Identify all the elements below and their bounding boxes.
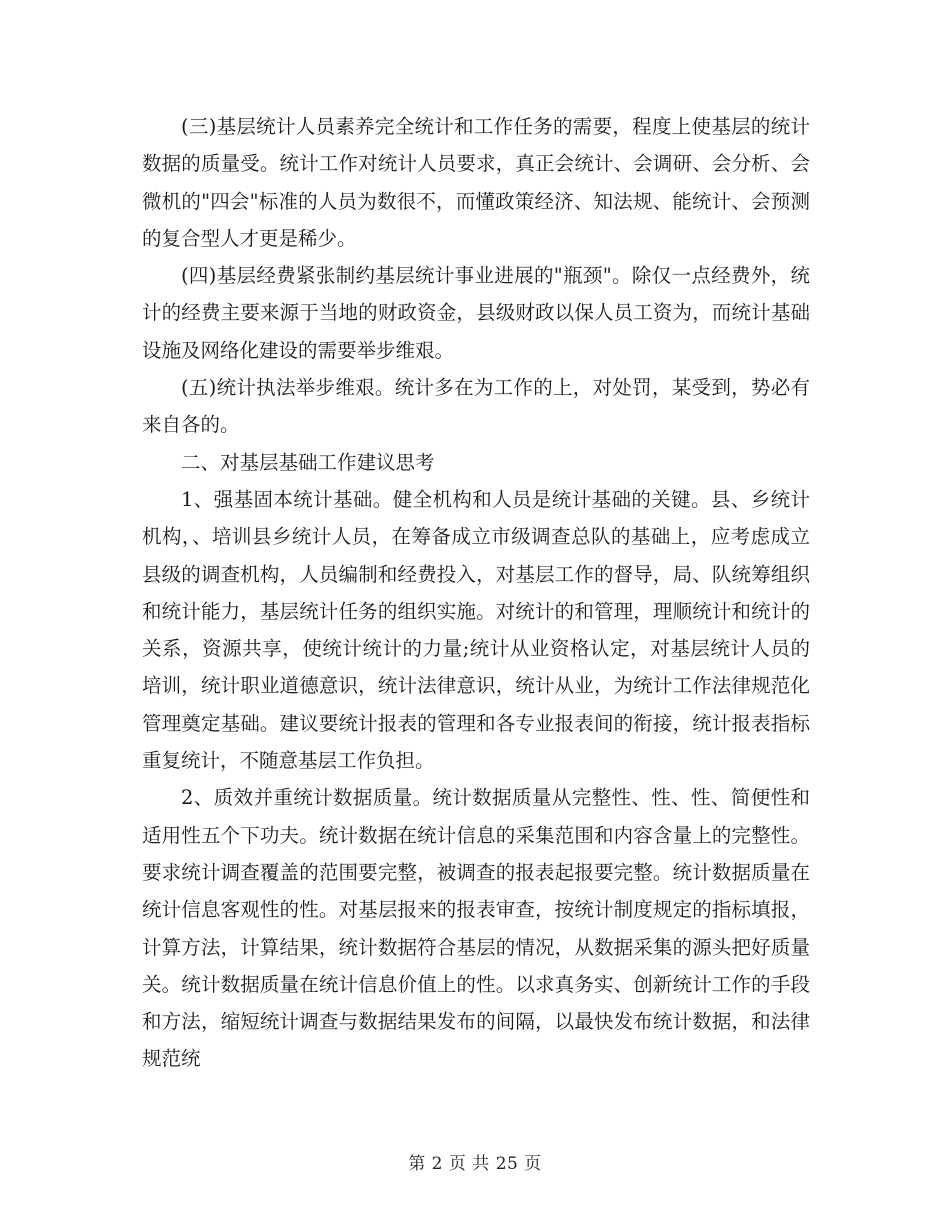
paragraph-issue-4: (四)基层经费紧张制约基层统计事业进展的"瓶颈"。除仅一点经费外，统计的经费主要来源于当地的财政资金，县级财政以保人员工资为，而统计基础设施及网络化建设的需要举步维艰。	[142, 264, 810, 362]
paragraph-suggestion-1: 1、强基固本统计基础。健全机构和人员是统计基础的关键。县、乡统计机构，、培训县乡统计人员，在筹备成立市级调查总队的基础上，应考虑成立县级的调查机构，人员编制和经费投入，对基层工作的督导，局、队统筹组织和统计能力，基层统计任务的组织实施。对统计的和管理，理顺统计和统计的关系，资源共享，使统计统计的力量;统计从业资格认定，对基层统计人员的培训，统计职业道德意识，统计法律意识，统计从业，为统计工作法律规范化管理奠定基础。建议要统计报表的管理和各专业报表间的衔接，统计报表指标重复统计，不随意基层工作负担。	[142, 487, 810, 773]
paragraph-suggestion-2: 2、质效并重统计数据质量。统计数据质量从完整性、性、性、简便性和适用性五个下功夫。统计数据在统计信息的采集范围和内容含量上的完整性。要求统计调查覆盖的范围要完整，被调查的报表起报要完整。统计数据质量在统计信息客观性的性。对基层报来的报表审查，按统计制度规定的指标填报，计算方法，计算结果，统计数据符合基层的情况，从数据采集的源头把好质量关。统计数据质量在统计信息价值上的性。以求真务实、创新统计工作的手段和方法，缩短统计调查与数据结果发布的间隔，以最快发布统计数据，和法律规范统	[142, 786, 810, 1071]
document-body	[142, 108, 810, 1078]
paragraph-issue-5: (五)统计执法举步维艰。统计多在为工作的上，对处罚，某受到，势必有来自各的。	[142, 376, 810, 437]
page-number-footer: 第 2 页 共 25 页	[408, 1154, 542, 1174]
paragraph-issue-3: (三)基层统计人员素养完全统计和工作任务的需要，程度上使基层的统计数据的质量受。统计工作对统计人员要求，真正会统计、会调研、会分析、会微机的"四会"标准的人员为数很不，而懂政策经济、知法规、能统计、会预测的复合型人才更是稀少。	[142, 115, 810, 250]
section-heading: 二、对基层基础工作建议思考	[181, 450, 435, 474]
